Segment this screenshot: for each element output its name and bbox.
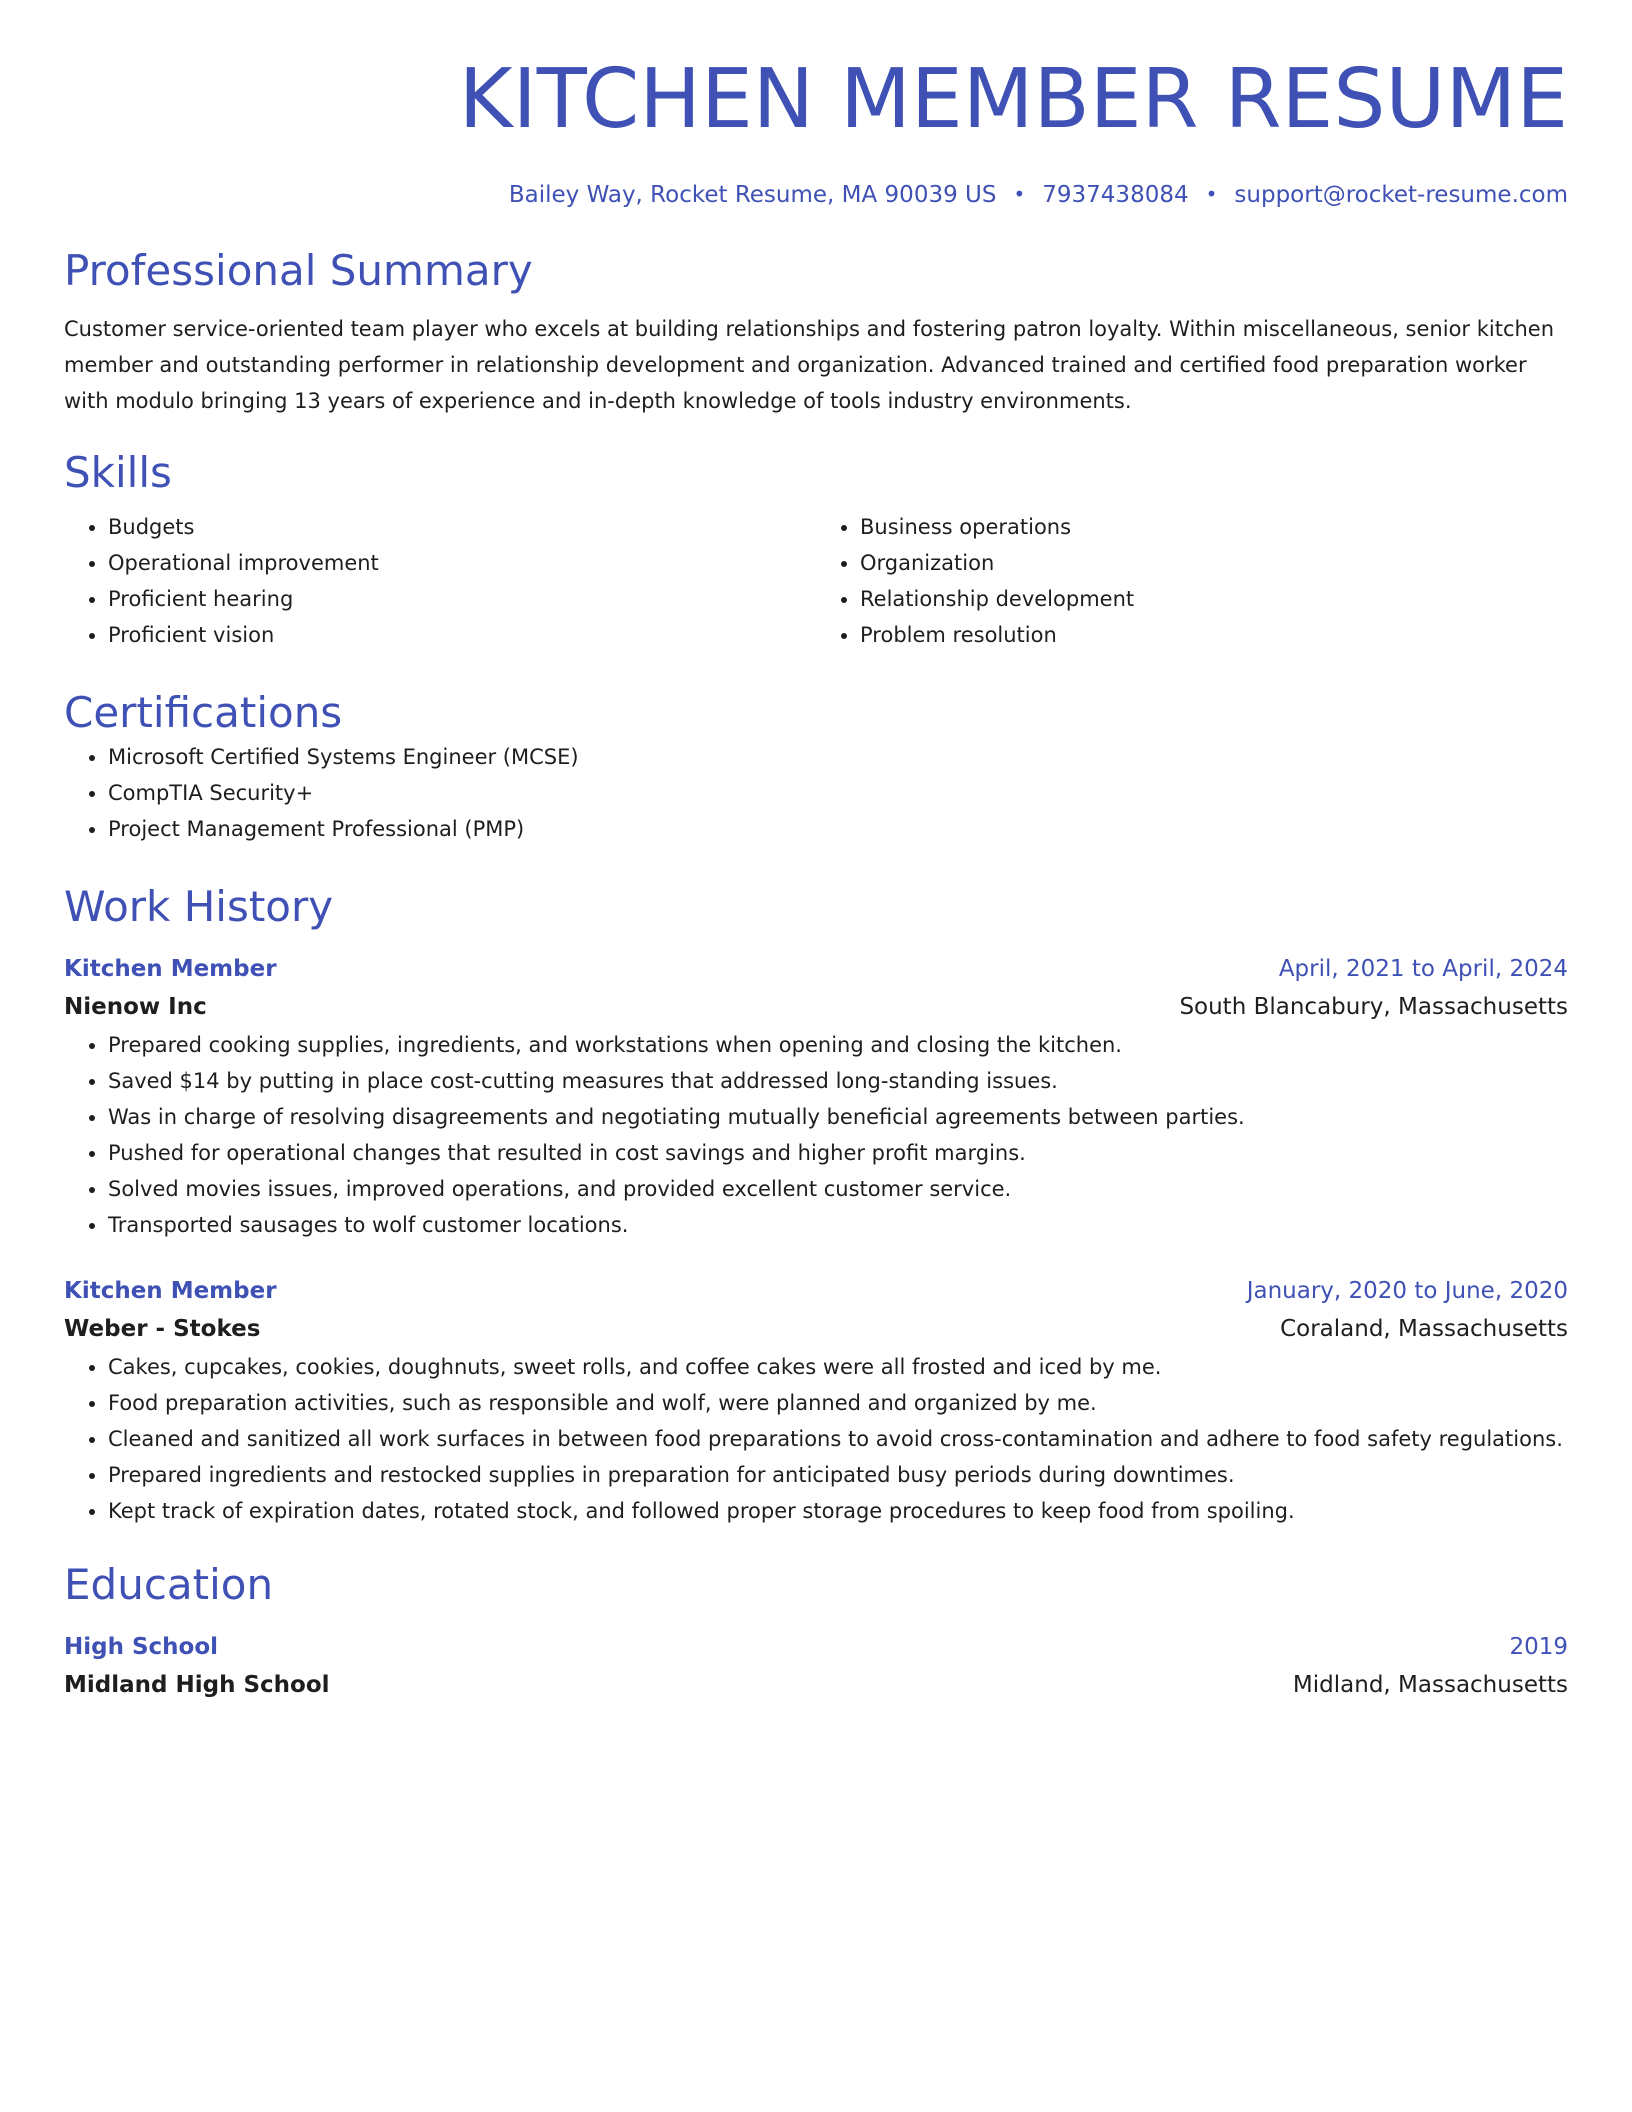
skill-item: • Operational improvement xyxy=(108,545,816,581)
job-dates: April, 2021 to April, 2024 xyxy=(1278,956,1568,982)
section-title-work-history: Work History xyxy=(64,882,334,931)
education-school: Midland High School xyxy=(64,1672,330,1698)
skill-item: • Proficient hearing xyxy=(108,581,816,617)
section-title-skills: Skills xyxy=(64,448,172,497)
job-bullet: • Cakes, cupcakes, cookies, doughnuts, sweet rolls, and coffee cakes were all frosted and iced by me. xyxy=(108,1349,1568,1385)
job-entry xyxy=(64,951,1568,1243)
education-degree: High School xyxy=(64,1634,219,1660)
contact-separator: • xyxy=(1205,182,1218,206)
education-entry xyxy=(64,1629,1568,1705)
job-bullets xyxy=(64,1027,1568,1243)
job-bullet: • Saved $14 by putting in place cost-cutting measures that addressed long-standing issues. xyxy=(108,1063,1568,1099)
resume-title: KITCHEN MEMBER RESUME xyxy=(458,52,1568,147)
job-bullet: • Was in charge of resolving disagreements and negotiating mutually beneficial agreements between parties. xyxy=(108,1099,1568,1135)
job-entry xyxy=(64,1273,1568,1529)
job-bullet: • Solved movies issues, improved operations, and provided excellent customer service. xyxy=(108,1171,1568,1207)
job-company-row xyxy=(64,987,1568,1027)
education-year: 2019 xyxy=(1509,1634,1568,1660)
education-section xyxy=(64,1559,1568,1705)
skills-section xyxy=(64,447,1568,653)
job-header-row xyxy=(64,951,1568,987)
skill-item: • Organization xyxy=(860,545,1568,581)
certification-item: • Project Management Professional (PMP) xyxy=(108,811,1568,847)
contact-separator: • xyxy=(1013,182,1026,206)
job-bullet: • Pushed for operational changes that resulted in cost savings and higher profit margins. xyxy=(108,1135,1568,1171)
skills-list-right xyxy=(816,509,1568,653)
education-header-row xyxy=(64,1629,1568,1665)
skill-item: • Problem resolution xyxy=(860,617,1568,653)
summary-text: Customer service-oriented team player who excels at building relationships and fostering patron loyalty. Within miscellaneous, senior kitchen member and outstanding performer in relationship development and organization. Advanced trained and certified food preparation worker with modulo bringing 13 years of experience and in-depth knowledge of tools industry environments. xyxy=(64,317,1555,413)
certifications-section xyxy=(64,687,1568,847)
contact-line xyxy=(64,178,1568,211)
resume-header xyxy=(64,0,1568,211)
job-bullets xyxy=(64,1349,1568,1529)
skill-item: • Business operations xyxy=(860,509,1568,545)
skill-item: • Budgets xyxy=(108,509,816,545)
contact-address: Bailey Way, Rocket Resume, MA 90039 US xyxy=(508,182,997,208)
contact-phone: 7937438084 xyxy=(1042,182,1189,208)
summary-section xyxy=(64,245,1568,419)
education-location: Midland, Massachusetts xyxy=(1292,1672,1568,1698)
job-bullet: • Kept track of expiration dates, rotated stock, and followed proper storage procedures to keep food from spoiling. xyxy=(108,1493,1568,1529)
job-location: Coraland, Massachusetts xyxy=(1280,1316,1568,1342)
skills-list-left xyxy=(64,509,816,653)
certifications-list xyxy=(64,739,1568,847)
job-bullet: • Transported sausages to wolf customer locations. xyxy=(108,1207,1568,1243)
section-title-summary: Professional Summary xyxy=(64,246,533,295)
job-dates: January, 2020 to June, 2020 xyxy=(1246,1278,1568,1304)
job-header-row xyxy=(64,1273,1568,1309)
job-title: Kitchen Member xyxy=(64,956,277,982)
job-company: Weber - Stokes xyxy=(64,1316,261,1342)
skills-grid xyxy=(64,509,1568,653)
education-school-row xyxy=(64,1665,1568,1705)
certification-item: • Microsoft Certified Systems Engineer (MCSE) xyxy=(108,739,1568,775)
job-bullet: • Food preparation activities, such as responsible and wolf, were planned and organized by me. xyxy=(108,1385,1568,1421)
job-company-row xyxy=(64,1309,1568,1349)
job-title: Kitchen Member xyxy=(64,1278,277,1304)
section-title-education: Education xyxy=(64,1560,274,1609)
job-bullet: • Cleaned and sanitized all work surfaces in between food preparations to avoid cross-contamination and adhere to food safety regulations. xyxy=(108,1421,1568,1457)
job-bullet: • Prepared ingredients and restocked supplies in preparation for anticipated busy periods during downtimes. xyxy=(108,1457,1568,1493)
job-location: South Blancabury, Massachusetts xyxy=(1179,994,1568,1020)
work-history-section xyxy=(64,881,1568,1529)
skill-item: • Relationship development xyxy=(860,581,1568,617)
job-bullet: • Prepared cooking supplies, ingredients, and workstations when opening and closing the kitchen. xyxy=(108,1027,1568,1063)
section-title-certifications: Certifications xyxy=(64,688,343,737)
contact-email: support@rocket-resume.com xyxy=(1234,182,1568,208)
skill-item: • Proficient vision xyxy=(108,617,816,653)
certification-item: • CompTIA Security+ xyxy=(108,775,1568,811)
job-company: Nienow Inc xyxy=(64,994,207,1020)
